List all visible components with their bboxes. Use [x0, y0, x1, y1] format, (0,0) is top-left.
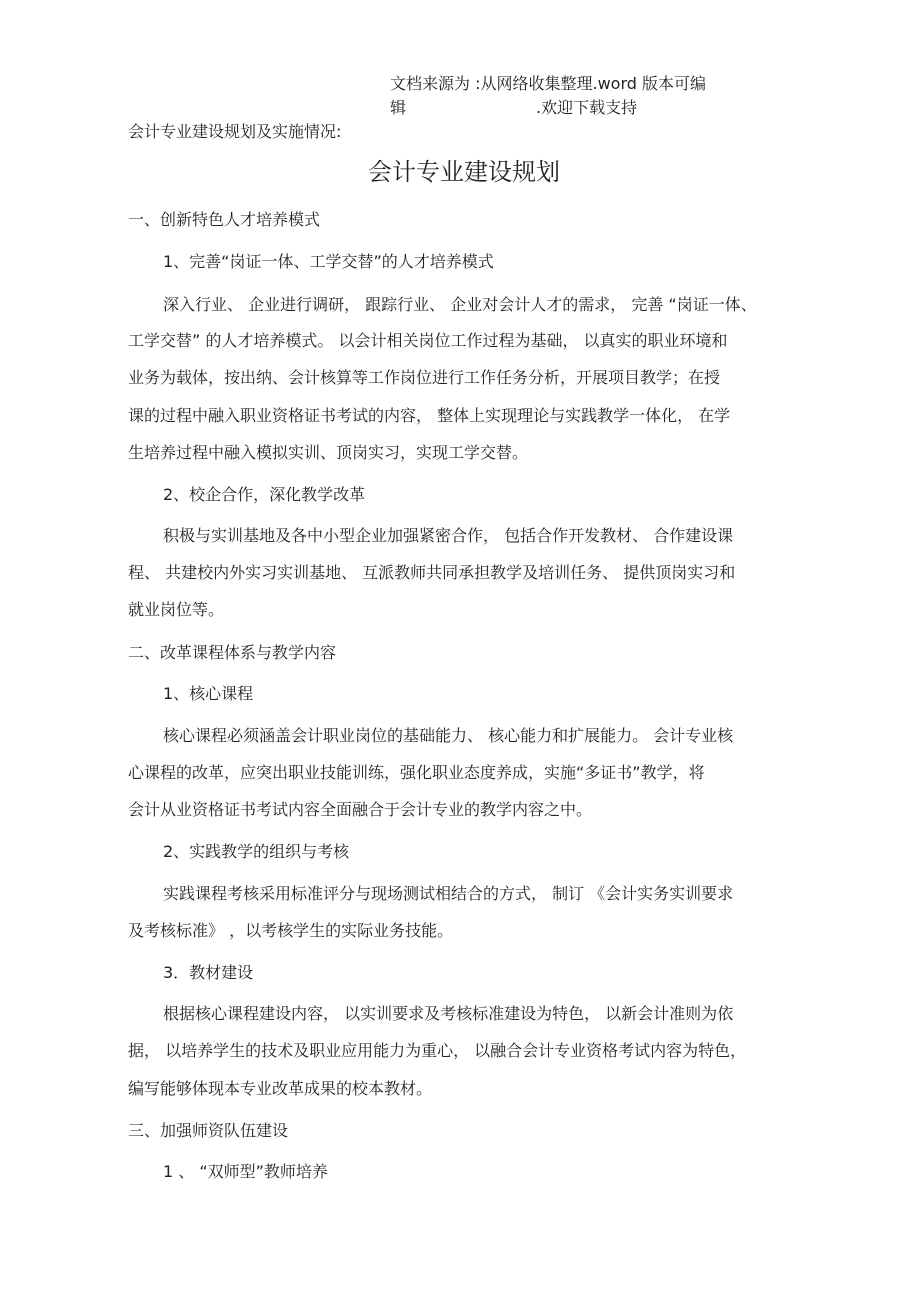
- paragraph-line: 实践课程考核采用标准评分与现场测试相结合的方式， 制订 《会计实务实训要求: [163, 884, 734, 903]
- paragraph-line: 业务为载体，按出纳、会计核算等工作岗位进行工作任务分析，开展项目教学；在授: [128, 368, 721, 387]
- section-2-1-heading: 1、核心课程: [163, 684, 254, 703]
- paragraph-line: 课的过程中融入职业资格证书考试的内容， 整体上实现理论与实践教学一体化， 在学: [128, 406, 731, 425]
- paragraph-line: 积极与实训基地及各中小型企业加强紧密合作， 包括合作开发教材、 合作建设课: [163, 526, 734, 545]
- source-note-line-2a: 辑: [390, 98, 407, 117]
- paragraph-line: 程、 共建校内外实习实训基地、 互派教师共同承担教学及培训任务、 提供顶岗实习和: [128, 563, 736, 582]
- paragraph-line: 根据核心课程建设内容， 以实训要求及考核标准建设为特色， 以新会计准则为依: [163, 1004, 734, 1023]
- paragraph-line: 就业岗位等。: [128, 600, 225, 619]
- paragraph-line: 生培养过程中融入模拟实训、顶岗实习，实现工学交替。: [128, 443, 529, 462]
- intro-line: 会计专业建设规划及实施情况:: [128, 122, 342, 141]
- section-3-heading: 三、加强师资队伍建设: [128, 1121, 289, 1140]
- section-1-heading: 一、创新特色人才培养模式: [128, 210, 321, 229]
- paragraph-line: 编写能够体现本专业改革成果的校本教材。: [128, 1079, 433, 1098]
- paragraph-line: 会计从业资格证书考试内容全面融合于会计专业的教学内容之中。: [128, 800, 593, 819]
- paragraph-line: 及考核标准》 ，以考核学生的实际业务技能。: [128, 921, 454, 940]
- paragraph-line: 核心课程必须涵盖会计职业岗位的基础能力、 核心能力和扩展能力。 会计专业核: [163, 726, 734, 745]
- paragraph-line: 据， 以培养学生的技术及职业应用能力为重心， 以融合会计专业资格考试内容为特色，: [128, 1041, 747, 1060]
- section-1-1-heading: 1、完善“岗证一体、工学交替”的人才培养模式: [163, 252, 494, 271]
- paragraph-line: 工学交替” 的人才培养模式。 以会计相关岗位工作过程为基础， 以真实的职业环境和: [128, 331, 728, 350]
- section-2-heading: 二、改革课程体系与教学内容: [128, 643, 337, 662]
- paragraph-line: 深入行业、 企业进行调研， 跟踪行业、 企业对会计人才的需求， 完善 “岗证一体、: [163, 295, 757, 314]
- source-note-line-1: 文档来源为 :从网络收集整理.word 版本可编: [390, 74, 706, 93]
- section-2-3-heading: 3．教材建设: [163, 963, 254, 982]
- page-title: 会计专业建设规划: [368, 158, 560, 186]
- section-1-2-heading: 2、校企合作，深化教学改革: [163, 485, 366, 504]
- section-2-2-heading: 2、实践教学的组织与考核: [163, 842, 350, 861]
- paragraph-line: 心课程的改革，应突出职业技能训练，强化职业态度养成，实施“多证书”教学，将: [128, 763, 705, 782]
- source-note-line-2b: .欢迎下载支持: [536, 98, 638, 117]
- section-3-1-heading: 1 、 “双师型”教师培养: [163, 1162, 328, 1181]
